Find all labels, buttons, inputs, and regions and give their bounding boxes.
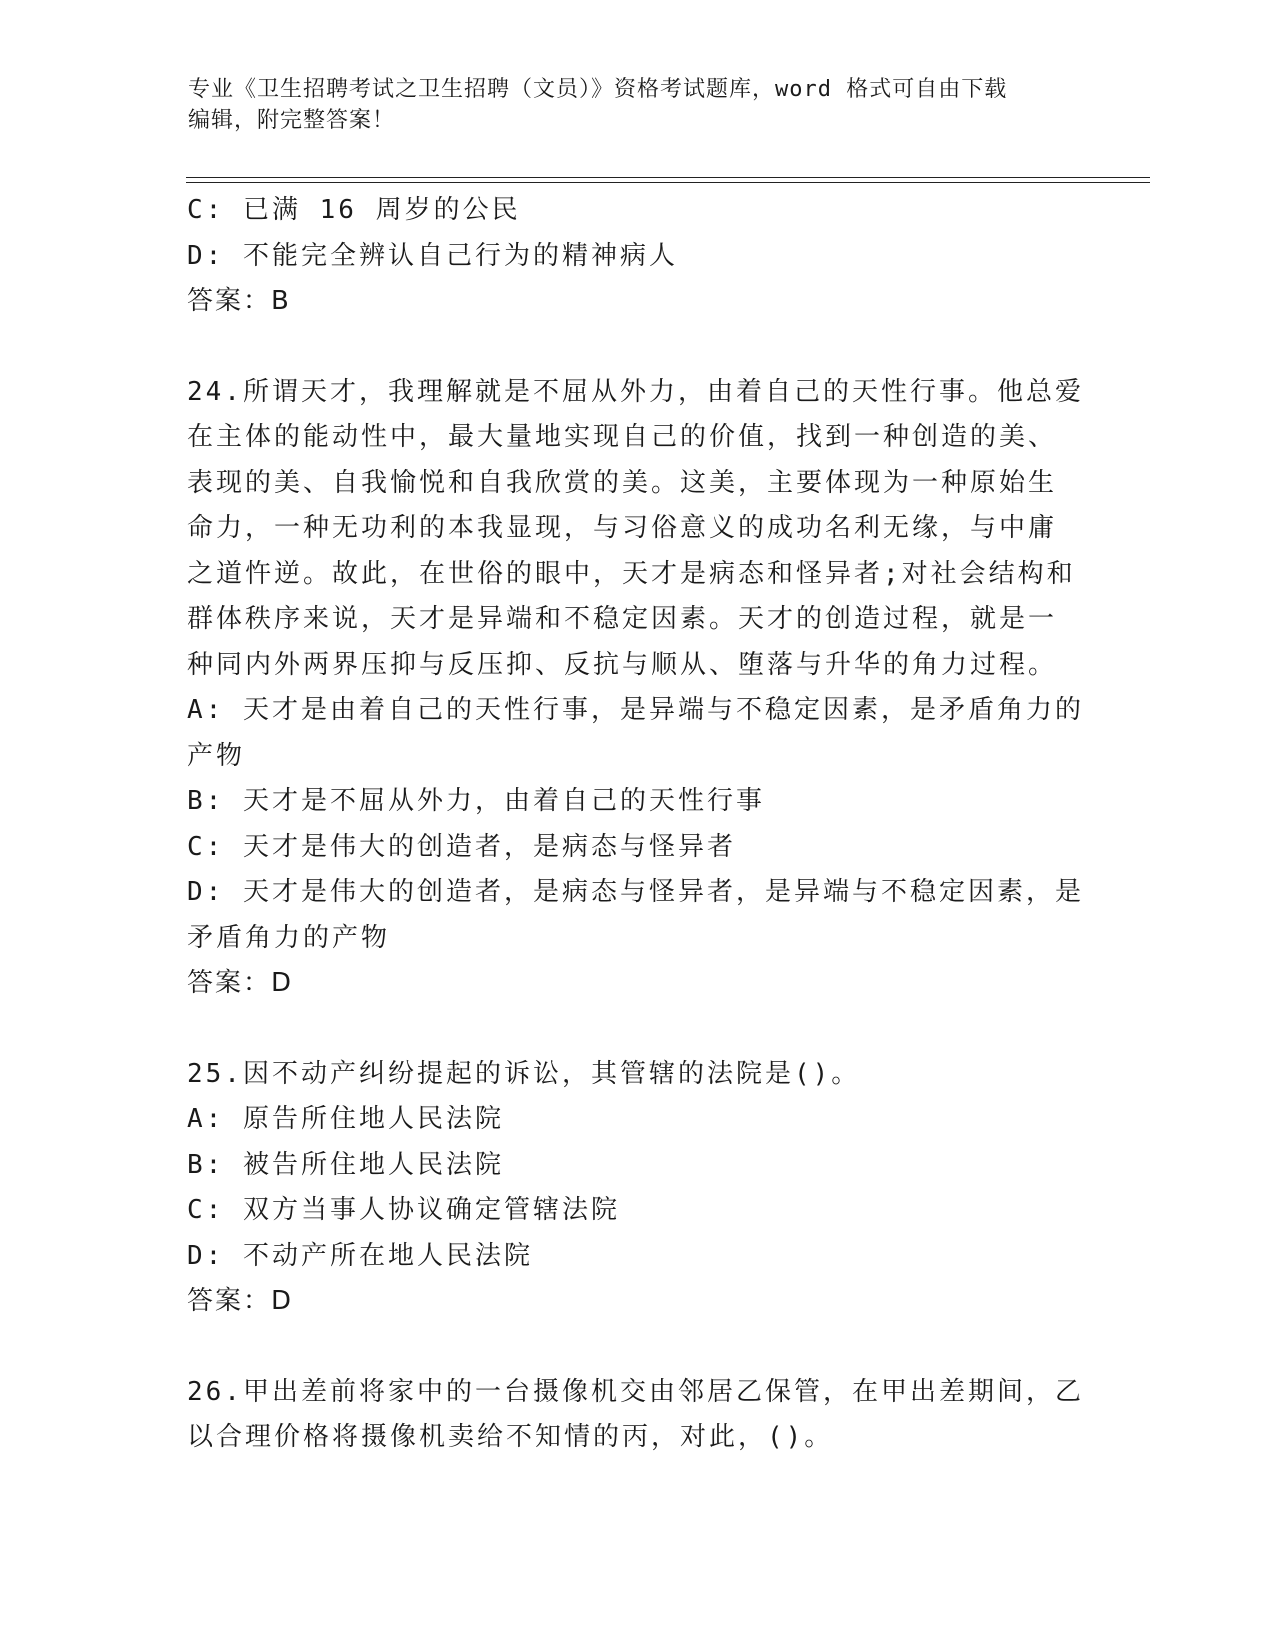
document-body <box>187 188 1084 1461</box>
option-b: B: 被告所住地人民法院 <box>187 1149 504 1180</box>
question-stem-line: 25.因不动产纠纷提起的诉讼，其管辖的法院是()。 <box>187 1058 861 1089</box>
option-d: D: 天才是伟大的创造者，是病态与怪异者，是异端与不稳定因素，是 <box>187 877 1084 907</box>
spacer <box>187 1325 1077 1370</box>
option-c: C: 天才是伟大的创造者，是病态与怪异者 <box>187 831 736 862</box>
option-d: D: 不动产所在地人民法院 <box>187 1240 533 1271</box>
question-stem-line: 命力，一种无功利的本我显现，与习俗意义的成功名利无缘，与中庸 <box>187 513 1058 543</box>
answer-line: 答案：D <box>187 968 294 998</box>
option-d-continued: 矛盾角力的产物 <box>187 922 391 953</box>
option-a-continued: 产物 <box>187 740 246 771</box>
document-header <box>188 74 1088 136</box>
question-stem-line: 表现的美、自我愉悦和自我欣赏的美。这美，主要体现为一种原始生 <box>187 467 1058 498</box>
question-stem-line: 26.甲出差前将家中的一台摄像机交由邻居乙保管，在甲出差期间，乙 <box>187 1376 1084 1407</box>
header-divider-bottom <box>186 182 1150 183</box>
option-d: D: 不能完全辨认自己行为的精神病人 <box>187 240 678 271</box>
question-stem-line: 之道忤逆。故此，在世俗的眼中，天才是病态和怪异者;对社会结构和 <box>187 558 1076 589</box>
answer-line: 答案：B <box>187 286 291 316</box>
question-stem-line: 在主体的能动性中，最大量地实现自己的价值，找到一种创造的美、 <box>187 422 1058 452</box>
spacer <box>187 1007 1077 1052</box>
question-stem-line: 群体秩序来说，天才是异端和不稳定因素。天才的创造过程，就是一 <box>187 604 1058 634</box>
option-b: B: 天才是不屈从外力，由着自己的天性行事 <box>187 786 765 816</box>
option-a: A: 原告所住地人民法院 <box>187 1104 504 1134</box>
spacer <box>187 325 1077 370</box>
header-line-1: 专业《卫生招聘考试之卫生招聘（文员）》资格考试题库，word 格式可自由下载 <box>188 77 1008 102</box>
header-divider-top <box>186 177 1150 178</box>
option-a: A: 天才是由着自己的天性行事，是异端与不稳定因素，是矛盾角力的 <box>187 695 1084 725</box>
option-c: C: 双方当事人协议确定管辖法院 <box>187 1195 620 1225</box>
question-stem-line: 24.所谓天才，我理解就是不屈从外力，由着自己的天性行事。他总爱 <box>187 376 1084 407</box>
option-c: C: 已满 16 周岁的公民 <box>187 195 521 225</box>
header-line-2: 编辑，附完整答案！ <box>188 108 396 133</box>
question-stem-line: 种同内外两界压抑与反压抑、反抗与顺从、堕落与升华的角力过程。 <box>187 649 1058 680</box>
question-23-tail <box>187 188 1077 325</box>
question-25 <box>187 1052 1077 1325</box>
question-26 <box>187 1370 1084 1461</box>
question-stem-line: 以合理价格将摄像机卖给不知情的丙，对此，()。 <box>187 1422 834 1452</box>
question-24 <box>187 370 1084 1007</box>
answer-line: 答案：D <box>187 1286 294 1316</box>
